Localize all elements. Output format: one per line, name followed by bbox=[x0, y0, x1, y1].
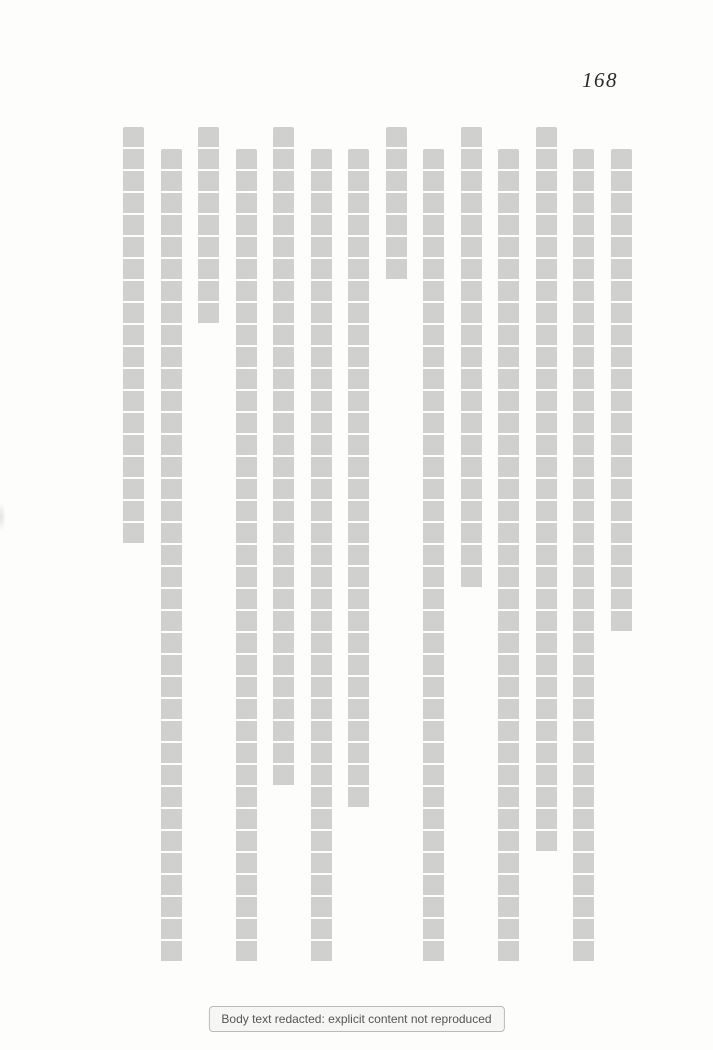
vertical-text-block bbox=[115, 127, 640, 972]
text-line bbox=[461, 127, 482, 589]
scan-artifact bbox=[0, 503, 6, 531]
text-line bbox=[611, 149, 632, 633]
text-line bbox=[573, 149, 594, 963]
page-number: 168 bbox=[582, 68, 618, 92]
text-line bbox=[273, 127, 294, 787]
text-line bbox=[123, 127, 144, 545]
text-line bbox=[311, 149, 332, 963]
text-line bbox=[423, 149, 444, 963]
text-line bbox=[498, 149, 519, 963]
text-line bbox=[236, 149, 257, 963]
text-line bbox=[161, 149, 182, 963]
text-line bbox=[348, 149, 369, 809]
text-line bbox=[536, 127, 557, 853]
text-line bbox=[386, 127, 407, 281]
redaction-notice: Body text redacted: explicit content not reproduced bbox=[208, 1006, 504, 1032]
text-line bbox=[198, 127, 219, 325]
